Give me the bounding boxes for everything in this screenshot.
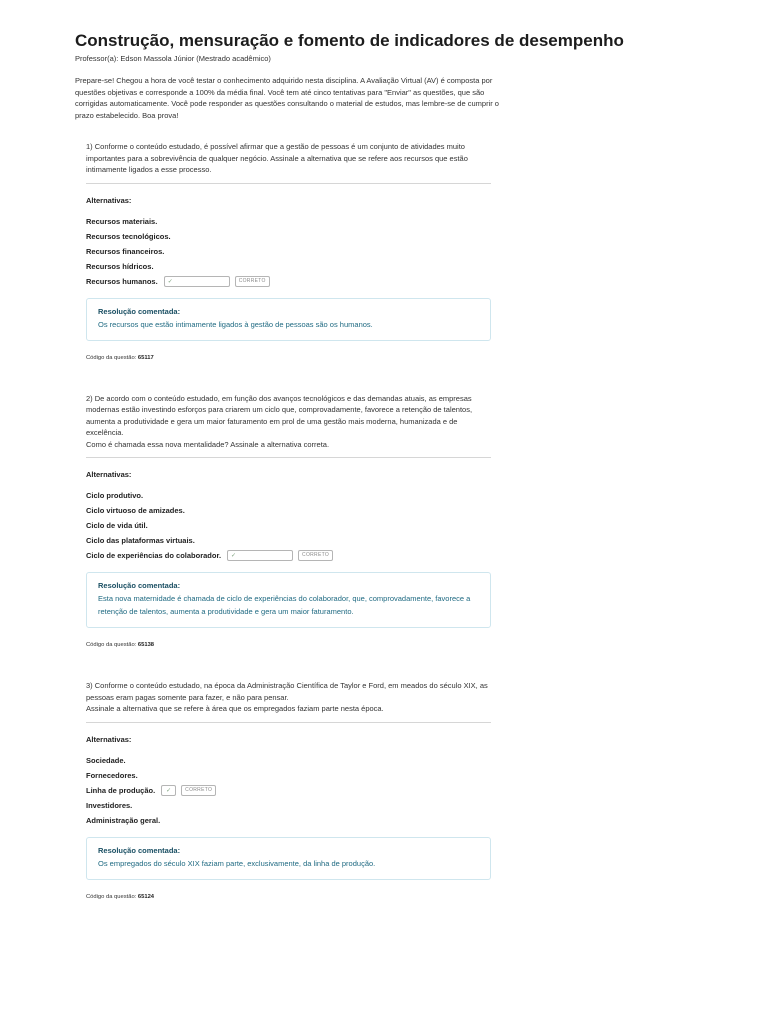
alternatives-heading: Alternativas: xyxy=(86,734,132,744)
question-code xyxy=(86,641,491,650)
code-value: 65124 xyxy=(137,893,155,900)
divider xyxy=(86,722,491,723)
page-title: Construção, mensuração e fomento de indicadores de desempenho xyxy=(75,31,624,50)
question-code xyxy=(86,893,491,902)
correct-badge: CORRETO xyxy=(181,785,216,796)
code-label: Código da questão: xyxy=(86,354,137,361)
check-icon: ✓ xyxy=(231,553,237,559)
alternatives-list xyxy=(86,488,491,563)
code-value: 65117 xyxy=(137,354,154,361)
resolution-box xyxy=(86,572,491,628)
correct-badge: CORRETO xyxy=(298,550,333,561)
alternative-option-selected[interactable] xyxy=(86,548,491,563)
answer-checkbox[interactable] xyxy=(227,550,293,561)
alternative-label: Administração geral. xyxy=(86,815,161,825)
question-3 xyxy=(86,680,491,902)
alternative-option[interactable] xyxy=(86,518,491,533)
alternative-option[interactable] xyxy=(86,214,491,229)
alternative-option[interactable] xyxy=(86,503,491,518)
resolution-text: Os recursos que estão intimamente ligados à gestão de pessoas são os humanos. xyxy=(98,319,373,329)
alternative-option[interactable] xyxy=(86,813,491,828)
code-label: Código da questão: xyxy=(86,642,137,648)
alternative-label: Linha de produção. xyxy=(86,785,156,795)
alternative-label: Ciclo produtivo. xyxy=(86,491,144,500)
alternative-label: Recursos materiais. xyxy=(86,216,158,226)
alternatives-heading: Alternativas: xyxy=(86,470,132,479)
alternative-option[interactable] xyxy=(86,533,491,548)
question-statement: 3) Conforme o conteúdo estudado, na época da Administração Científica de Taylor e Ford, em meados do século XIX, as pessoas eram pagas somente para fazer, e não para pensar. Assinale a alternativa que se refere à área que os empregados faziam parte nesta época. xyxy=(86,681,488,713)
alternative-label: Investidores. xyxy=(86,800,133,810)
alternative-label: Recursos tecnológicos. xyxy=(86,231,171,241)
assessment-page xyxy=(75,30,624,902)
alternative-label: Recursos humanos. xyxy=(86,276,158,286)
check-icon: ✓ xyxy=(167,278,173,285)
alternative-label: Sociedade. xyxy=(86,755,126,765)
divider xyxy=(86,183,491,184)
alternative-label: Recursos hídricos. xyxy=(86,261,154,271)
alternative-option[interactable] xyxy=(86,488,491,503)
alternative-label: Ciclo de vida útil. xyxy=(86,521,148,530)
resolution-text: Os empregados do século XIX faziam parte, exclusivamente, da linha de produção. xyxy=(98,858,376,868)
resolution-title: Resolução comentada: xyxy=(98,845,181,855)
alternative-option-selected[interactable] xyxy=(86,783,491,798)
alternative-option-selected[interactable] xyxy=(86,274,491,289)
alternatives-list xyxy=(86,214,491,289)
question-statement: 2) De acordo com o conteúdo estudado, em função dos avanços tecnológicos e das demandas atuais, as empresas modernas estão investindo esforços para criarem um ciclo que, comprovadamente, favorece a retenção de talentos, aumenta a produtividade e gera um maior faturamento em prol de uma gestão mais moderna, humanizada e de excelência. Como é chamada essa nova mentalidade? Assinale a alternativa correta. xyxy=(86,393,473,449)
question-2 xyxy=(86,393,491,651)
intro-text: Prepare-se! Chegou a hora de você testar o conhecimento adquirido nesta disciplina. A Avaliação Virtual (AV) é composta por questões objetivas e corresponde a 100% da média final. Você tem até cinco tentativas para "Enviar" as questões, que são corrigidas automaticamente. Você pode responder as questões consultando o material de estudos, mas lembre-se de cumprir o prazo estabelecido. Boa prova! xyxy=(75,76,499,120)
resolution-box xyxy=(86,837,491,880)
code-label: Código da questão: xyxy=(86,893,137,900)
question-code xyxy=(86,354,491,363)
alternatives-heading: Alternativas: xyxy=(86,195,132,205)
resolution-title: Resolução comentada: xyxy=(98,581,181,590)
alternative-option[interactable] xyxy=(86,768,491,783)
question-1 xyxy=(86,141,491,363)
alternative-label: Recursos financeiros. xyxy=(86,246,165,256)
alternative-option[interactable] xyxy=(86,753,491,768)
answer-checkbox[interactable] xyxy=(161,785,176,796)
check-icon: ✓ xyxy=(166,787,172,794)
alternative-option[interactable] xyxy=(86,798,491,813)
alternatives-list xyxy=(86,753,491,828)
code-value: 65138 xyxy=(137,642,155,648)
alternative-option[interactable] xyxy=(86,229,491,244)
question-statement: 1) Conforme o conteúdo estudado, é possível afirmar que a gestão de pessoas é um conjunto de atividades muito importantes para a sobrevivência de qualquer negócio. Assinale a alternativa que se refere aos recursos que estão intimamente ligados a esse processo. xyxy=(86,142,468,174)
alternative-option[interactable] xyxy=(86,244,491,259)
resolution-box xyxy=(86,298,491,341)
divider xyxy=(86,457,491,458)
alternative-label: Ciclo virtuoso de amizades. xyxy=(86,506,185,515)
resolution-text: Esta nova maternidade é chamada de ciclo de experiências do colaborador, que, comprovadamente, favorece a retenção de talentos, aumenta a produtividade e gera um maior faturamento. xyxy=(98,594,471,616)
alternative-label: Ciclo de experiências do colaborador. xyxy=(86,551,222,560)
alternative-label: Fornecedores. xyxy=(86,770,138,780)
alternative-label: Ciclo das plataformas virtuais. xyxy=(86,536,195,545)
correct-badge: CORRETO xyxy=(235,276,270,287)
professor-name: Professor(a): Edson Massola Júnior (Mestrado acadêmico) xyxy=(75,54,271,63)
answer-checkbox[interactable] xyxy=(164,276,230,287)
alternative-option[interactable] xyxy=(86,259,491,274)
resolution-title: Resolução comentada: xyxy=(98,306,181,316)
